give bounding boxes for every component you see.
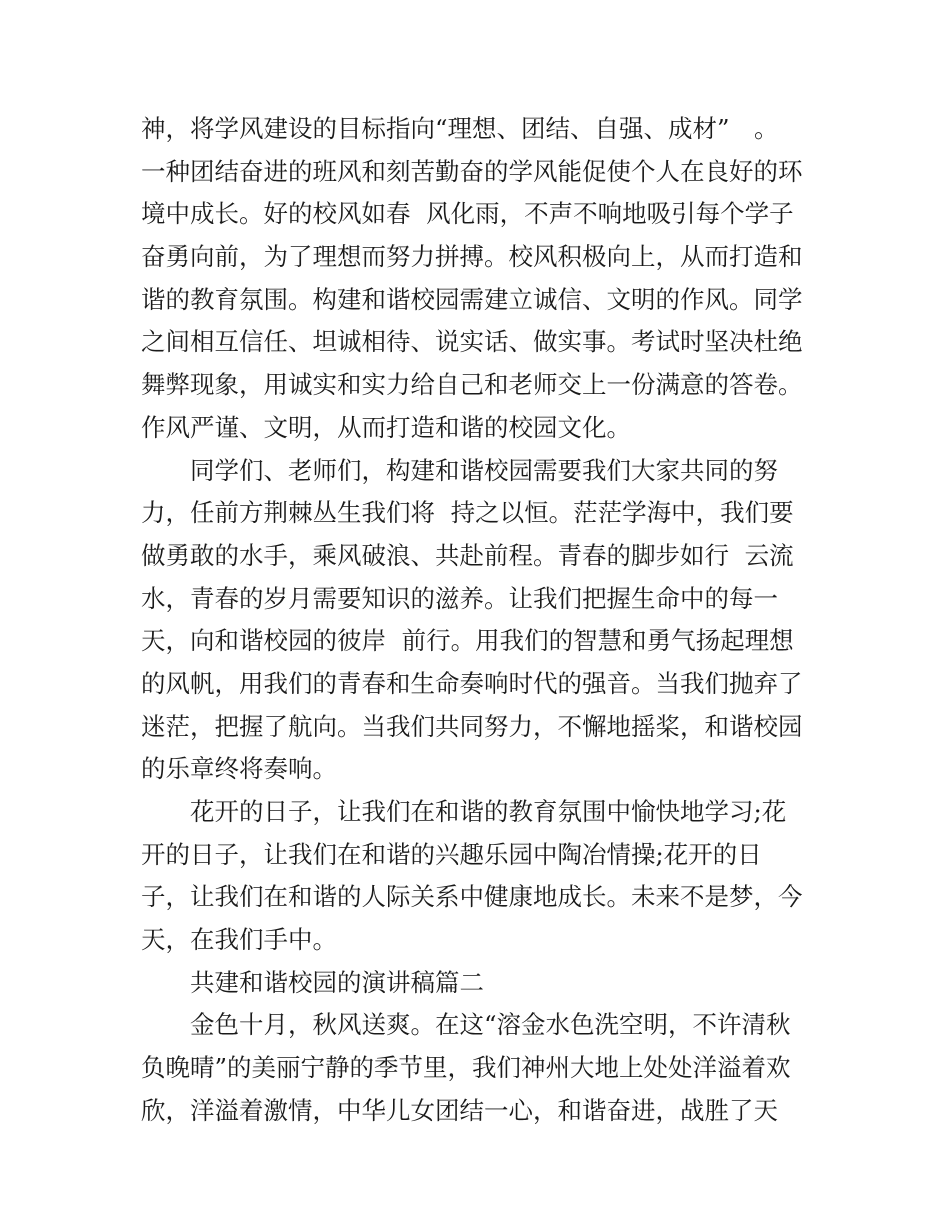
text-line: 水，青春的岁月需要知识的滋养。让我们把握生命中的每一 [141, 583, 778, 613]
text-line: 欣，洋溢着激情，中华儿女团结一心，和谐奋进，战胜了天 [141, 1095, 778, 1125]
text-line: 之间相互信任、坦诚相待、说实话、做实事。考试时坚决杜绝 [141, 327, 803, 357]
text-line: 天，向和谐校园的彼岸 前行。用我们的智慧和勇气扬起理想 [141, 626, 794, 656]
text-line: 天，在我们手中。 [141, 925, 337, 955]
text-line: 一种团结奋进的班风和刻苦勤奋的学风能促使个人在良好的环 [141, 156, 803, 186]
text-line: 的风帆，用我们的青春和生命奏响时代的强音。当我们抛弃了 [141, 668, 803, 698]
text-line: 奋勇向前，为了理想而努力拼搏。校风积极向上，从而打造和 [141, 242, 803, 272]
document-body [141, 108, 821, 1133]
paragraph-first-line: 花开的日子，让我们在和谐的教育氛围中愉快地学习;花 [190, 797, 787, 826]
text-line: 舞弊现象，用诚实和实力给自己和老师交上一份满意的答卷。 [141, 370, 803, 400]
text-line: 力，任前方荆棘丛生我们将 持之以恒。茫茫学海中，我们要 [141, 498, 794, 528]
text-line: 开的日子，让我们在和谐的兴趣乐园中陶冶情操;花开的日 [141, 839, 762, 869]
text-line: 负晚晴”的美丽宁静的季节里，我们神州大地上处处洋溢着欢 [141, 1053, 791, 1083]
paragraph-first-line: 金色十月，秋风送爽。在这“溶金水色洗空明，不许清秋 [190, 1010, 791, 1040]
text-line: 神，将学风建设的目标指向“理想、团结、自强、成材” 。 [141, 114, 779, 143]
text-line: 子，让我们在和谐的人际关系中健康地成长。未来不是梦，今 [141, 882, 803, 912]
text-line: 做勇敢的水手，乘风破浪、共赴前程。青春的脚步如行 云流 [141, 540, 794, 570]
section-heading: 共建和谐校园的演讲稿篇二 [190, 967, 484, 997]
text-line: 的乐章终将奏响。 [141, 754, 337, 784]
text-line: 谐的教育氛围。构建和谐校园需建立诚信、文明的作风。同学 [141, 284, 803, 314]
text-line: 作风严谨、文明，从而打造和谐的校园文化。 [141, 412, 631, 442]
paragraph-first-line: 同学们、老师们，构建和谐校园需要我们大家共同的努 [190, 455, 778, 485]
text-line: 迷茫，把握了航向。当我们共同努力，不懈地摇桨，和谐校园 [141, 711, 803, 741]
text-line: 境中成长。好的校风如春 风化雨，不声不响地吸引每个学子 [141, 199, 794, 229]
